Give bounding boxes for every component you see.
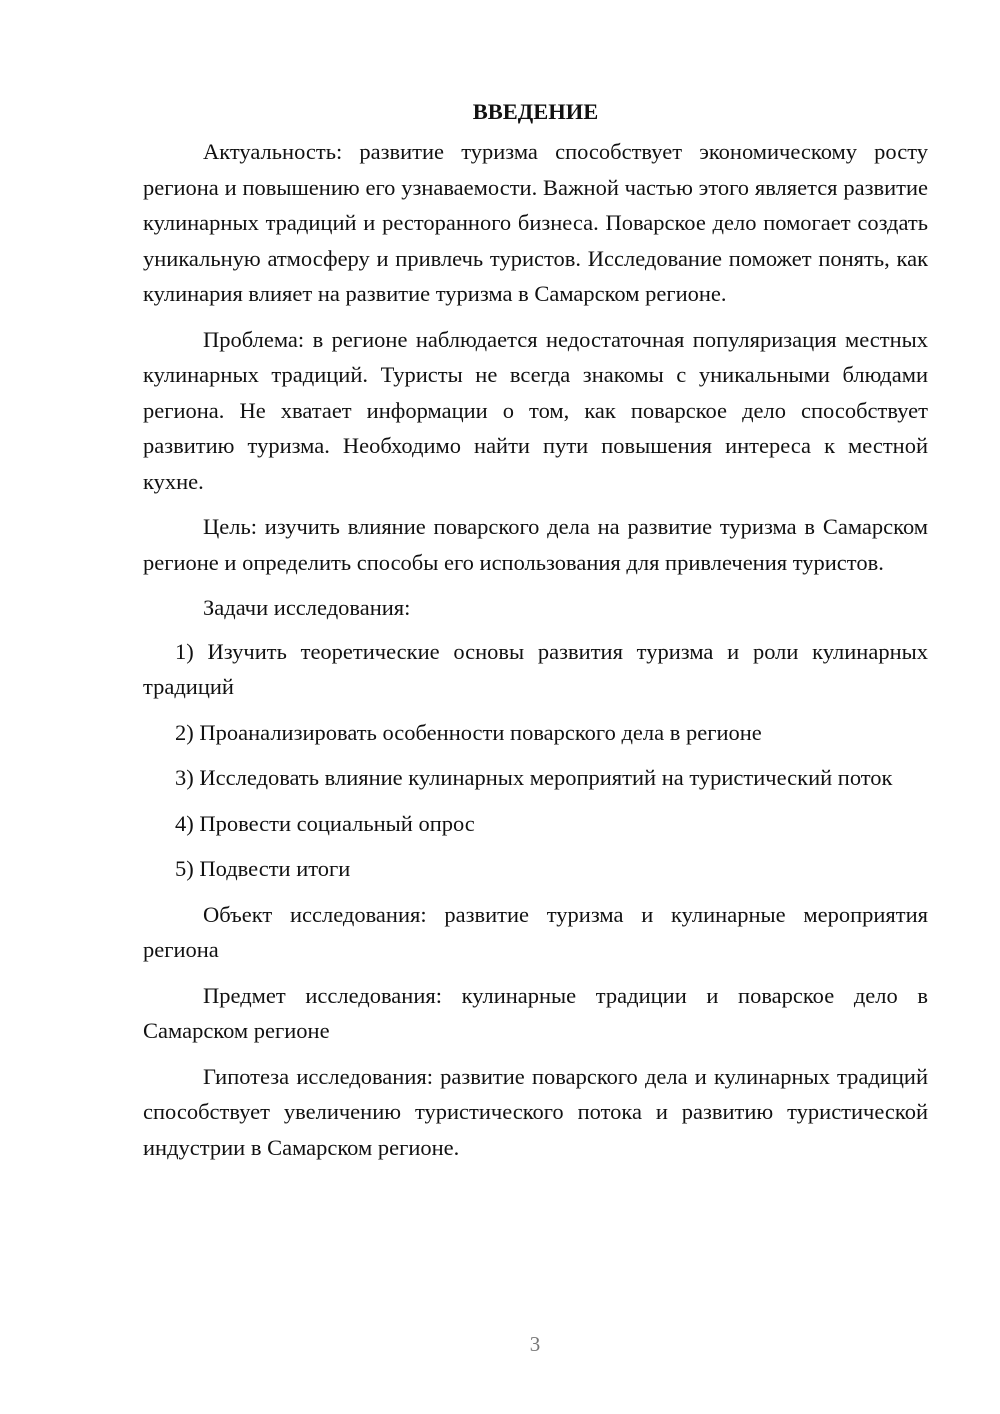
paragraph-subject: Предмет исследования: кулинарные традиции и поварское дело в Самарском регионе — [143, 982, 928, 1043]
list-item: 5) Подвести итоги — [175, 856, 351, 881]
paragraph-goal: Цель: изучить влияние поварского дела на развитие туризма в Самарском регионе и определить способы его использования для привлечения туристов. — [143, 514, 928, 575]
tasks-list — [143, 634, 928, 887]
paragraph-relevance: Актуальность: развитие туризма способствует экономическому росту региона и повышению его узнаваемости. Важной частью этого является развитие кулинарных традиций и ресторанного бизнеса. Поварское дело помогает создать уникальную атмосферу и привлечь туристов. Исследование поможет понять, как кулинария влияет на развитие туризма в Самарском регионе. — [143, 139, 928, 306]
page-content — [143, 96, 928, 1175]
paragraph-hypothesis: Гипотеза исследования: развитие поварского дела и кулинарных традиций способствует увеличению туристического потока и развитию туристической индустрии в Самарском регионе. — [143, 1063, 928, 1160]
paragraph-problem: Проблема: в регионе наблюдается недостаточная популяризация местных кулинарных традиций. Туристы не всегда знакомы с уникальными блюдами региона. Не хватает информации о том, как поварское дело способствует развитию туризма. Необходимо найти пути повышения интереса к местной кухне. — [143, 326, 928, 494]
page-number: 3 — [529, 1332, 541, 1356]
list-item: 1) Изучить теоретические основы развития туризма и роли кулинарных традиций — [143, 638, 928, 699]
list-item: 3) Исследовать влияние кулинарных мероприятий на туристический поток — [175, 765, 893, 790]
list-item: 4) Провести социальный опрос — [175, 810, 475, 836]
section-title: ВВЕДЕНИЕ — [472, 99, 599, 124]
paragraph-object: Объект исследования: развитие туризма и кулинарные мероприятия региона — [143, 901, 928, 962]
list-item: 2) Проанализировать особенности поварского дела в регионе — [175, 719, 762, 745]
tasks-heading: Задачи исследования: — [203, 595, 411, 620]
